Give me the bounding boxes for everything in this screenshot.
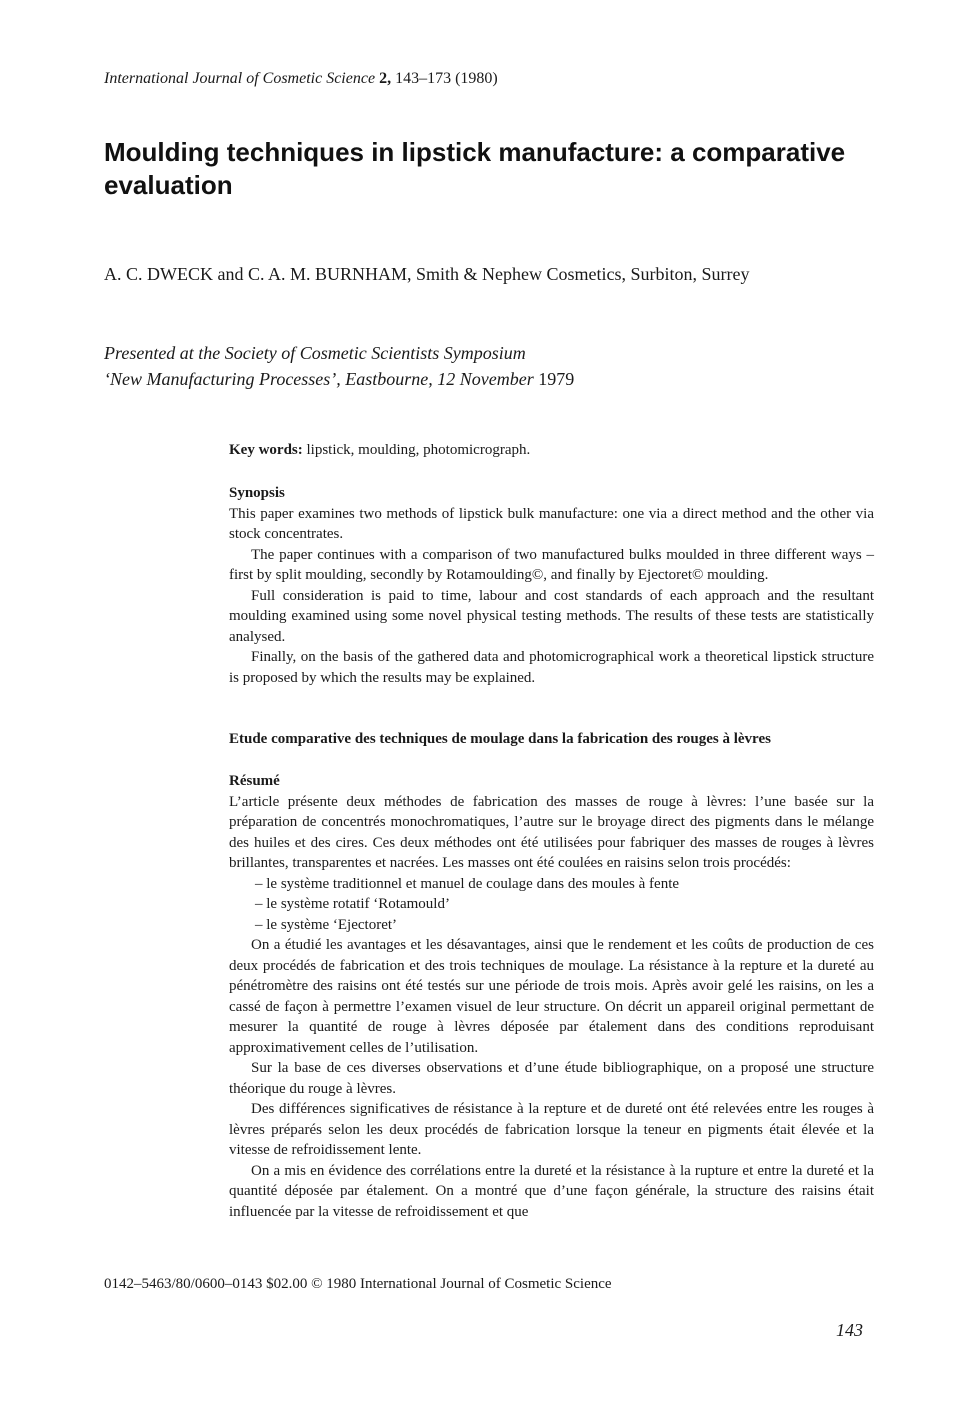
resume-list-item: – le système traditionnel et manuel de coulage dans des moules à fente [255, 875, 680, 892]
presented-event: ‘New Manufacturing Processes’, Eastbourne, 12 November [104, 369, 534, 389]
resume-list-item: – le système ‘Ejectoret’ [255, 916, 398, 933]
keywords [229, 440, 874, 461]
page-number: 143 [836, 1320, 863, 1340]
presented-year: 1979 [533, 369, 575, 389]
journal-header [104, 70, 498, 88]
copyright-footer: 0142–5463/80/0600–0143 $02.00 © 1980 International Journal of Cosmetic Science [104, 1276, 612, 1292]
resume-paragraph: On a étudié les avantages et les désavantages, ainsi que le rendement et les coûts de production de ces deux procédés de fabrication et des trois techniques de moulage. La résistance à la repture et la dureté au pénétromètre des raisins ont été testés sur une période de trois mois. Après avoir gelé les raisins, on les a cassé de façon à permettre l’examen visuel de leur structure. On décrit un appareil original permettant de mesurer la quantité de rouge à lèvres déposée par étalement dans des conditions reproduisant approximativement celles de l’utilisation. [229, 937, 874, 1056]
french-title: Etude comparative des techniques de moulage dans la fabrication des rouges à lèvres [229, 731, 771, 747]
journal-name: International Journal of Cosmetic Science [104, 70, 376, 87]
presented-at [104, 340, 574, 392]
presented-line-1: Presented at the Society of Cosmetic Scientists Symposium [104, 343, 526, 363]
resume-paragraph: L’article présente deux méthodes de fabrication des masses de rouge à lèvres: l’une basée sur la préparation de concentrés monochromatiques, l’autre sur le broyage direct des pigments dans le mélange des huiles et des cires. Ces deux méthodes ont été utilisées pour fabriquer des masses de rouges à lèvres brillantes, transparentes et nacrées. Les masses ont été coulées en raisins selon trois procédés: [229, 793, 874, 871]
resume-paragraph: Des différences significatives de résistance à la repture et de dureté ont été relevées entre les rouges à lèvres préparés selon les deux procédés de fabrication lorsque la teneur en pigments était élevée et la vitesse de refroidissement lente. [229, 1101, 874, 1158]
resume-heading: Résumé [229, 773, 280, 789]
synopsis-paragraph: The paper continues with a comparison of two manufactured bulks moulded in three different ways – first by split moulding, secondly by Rotamoulding©, and finally by Ejectoret© moulding. [229, 546, 874, 583]
synopsis-heading: Synopsis [229, 485, 285, 501]
resume-section [229, 771, 874, 1222]
synopsis-paragraph: This paper examines two methods of lipstick bulk manufacture: one via a direct method and the other via stock concentrates. [229, 505, 874, 542]
keywords-value: lipstick, moulding, photomicrograph. [302, 442, 531, 458]
synopsis-paragraph: Full consideration is paid to time, labour and cost standards of each approach and the resultant moulding examined using some novel physical testing methods. The results of these tests are statistically analysed. [229, 587, 874, 645]
resume-list-item: – le système rotatif ‘Rotamould’ [255, 896, 450, 912]
journal-pages-year: 143–173 (1980) [395, 70, 498, 87]
paper-title: Moulding techniques in lipstick manufacture: a comparative evaluation [104, 137, 846, 200]
presented-line-2 [104, 366, 574, 392]
keywords-label: Key words: [229, 442, 303, 458]
synopsis-paragraph: Finally, on the basis of the gathered data and photomicrographical work a theoretical lipstick structure is proposed by which the results may be explained. [229, 649, 874, 686]
resume-paragraph: Sur la base de ces diverses observations et d’une étude bibliographique, on a proposé une structure théorique du rouge à lèvres. [229, 1060, 874, 1097]
journal-volume: 2, [379, 70, 392, 87]
synopsis-section [229, 483, 874, 688]
authors: A. C. DWECK and C. A. M. BURNHAM, Smith & Nephew Cosmetics, Surbiton, Surrey [104, 264, 750, 284]
resume-paragraph: On a mis en évidence des corrélations entre la dureté et la résistance à la rupture et entre la dureté et la quantité déposée par étalement. On a montré que d’une façon générale, la structure des raisins était influencée par la vitesse de refroidissement et que [229, 1162, 874, 1220]
